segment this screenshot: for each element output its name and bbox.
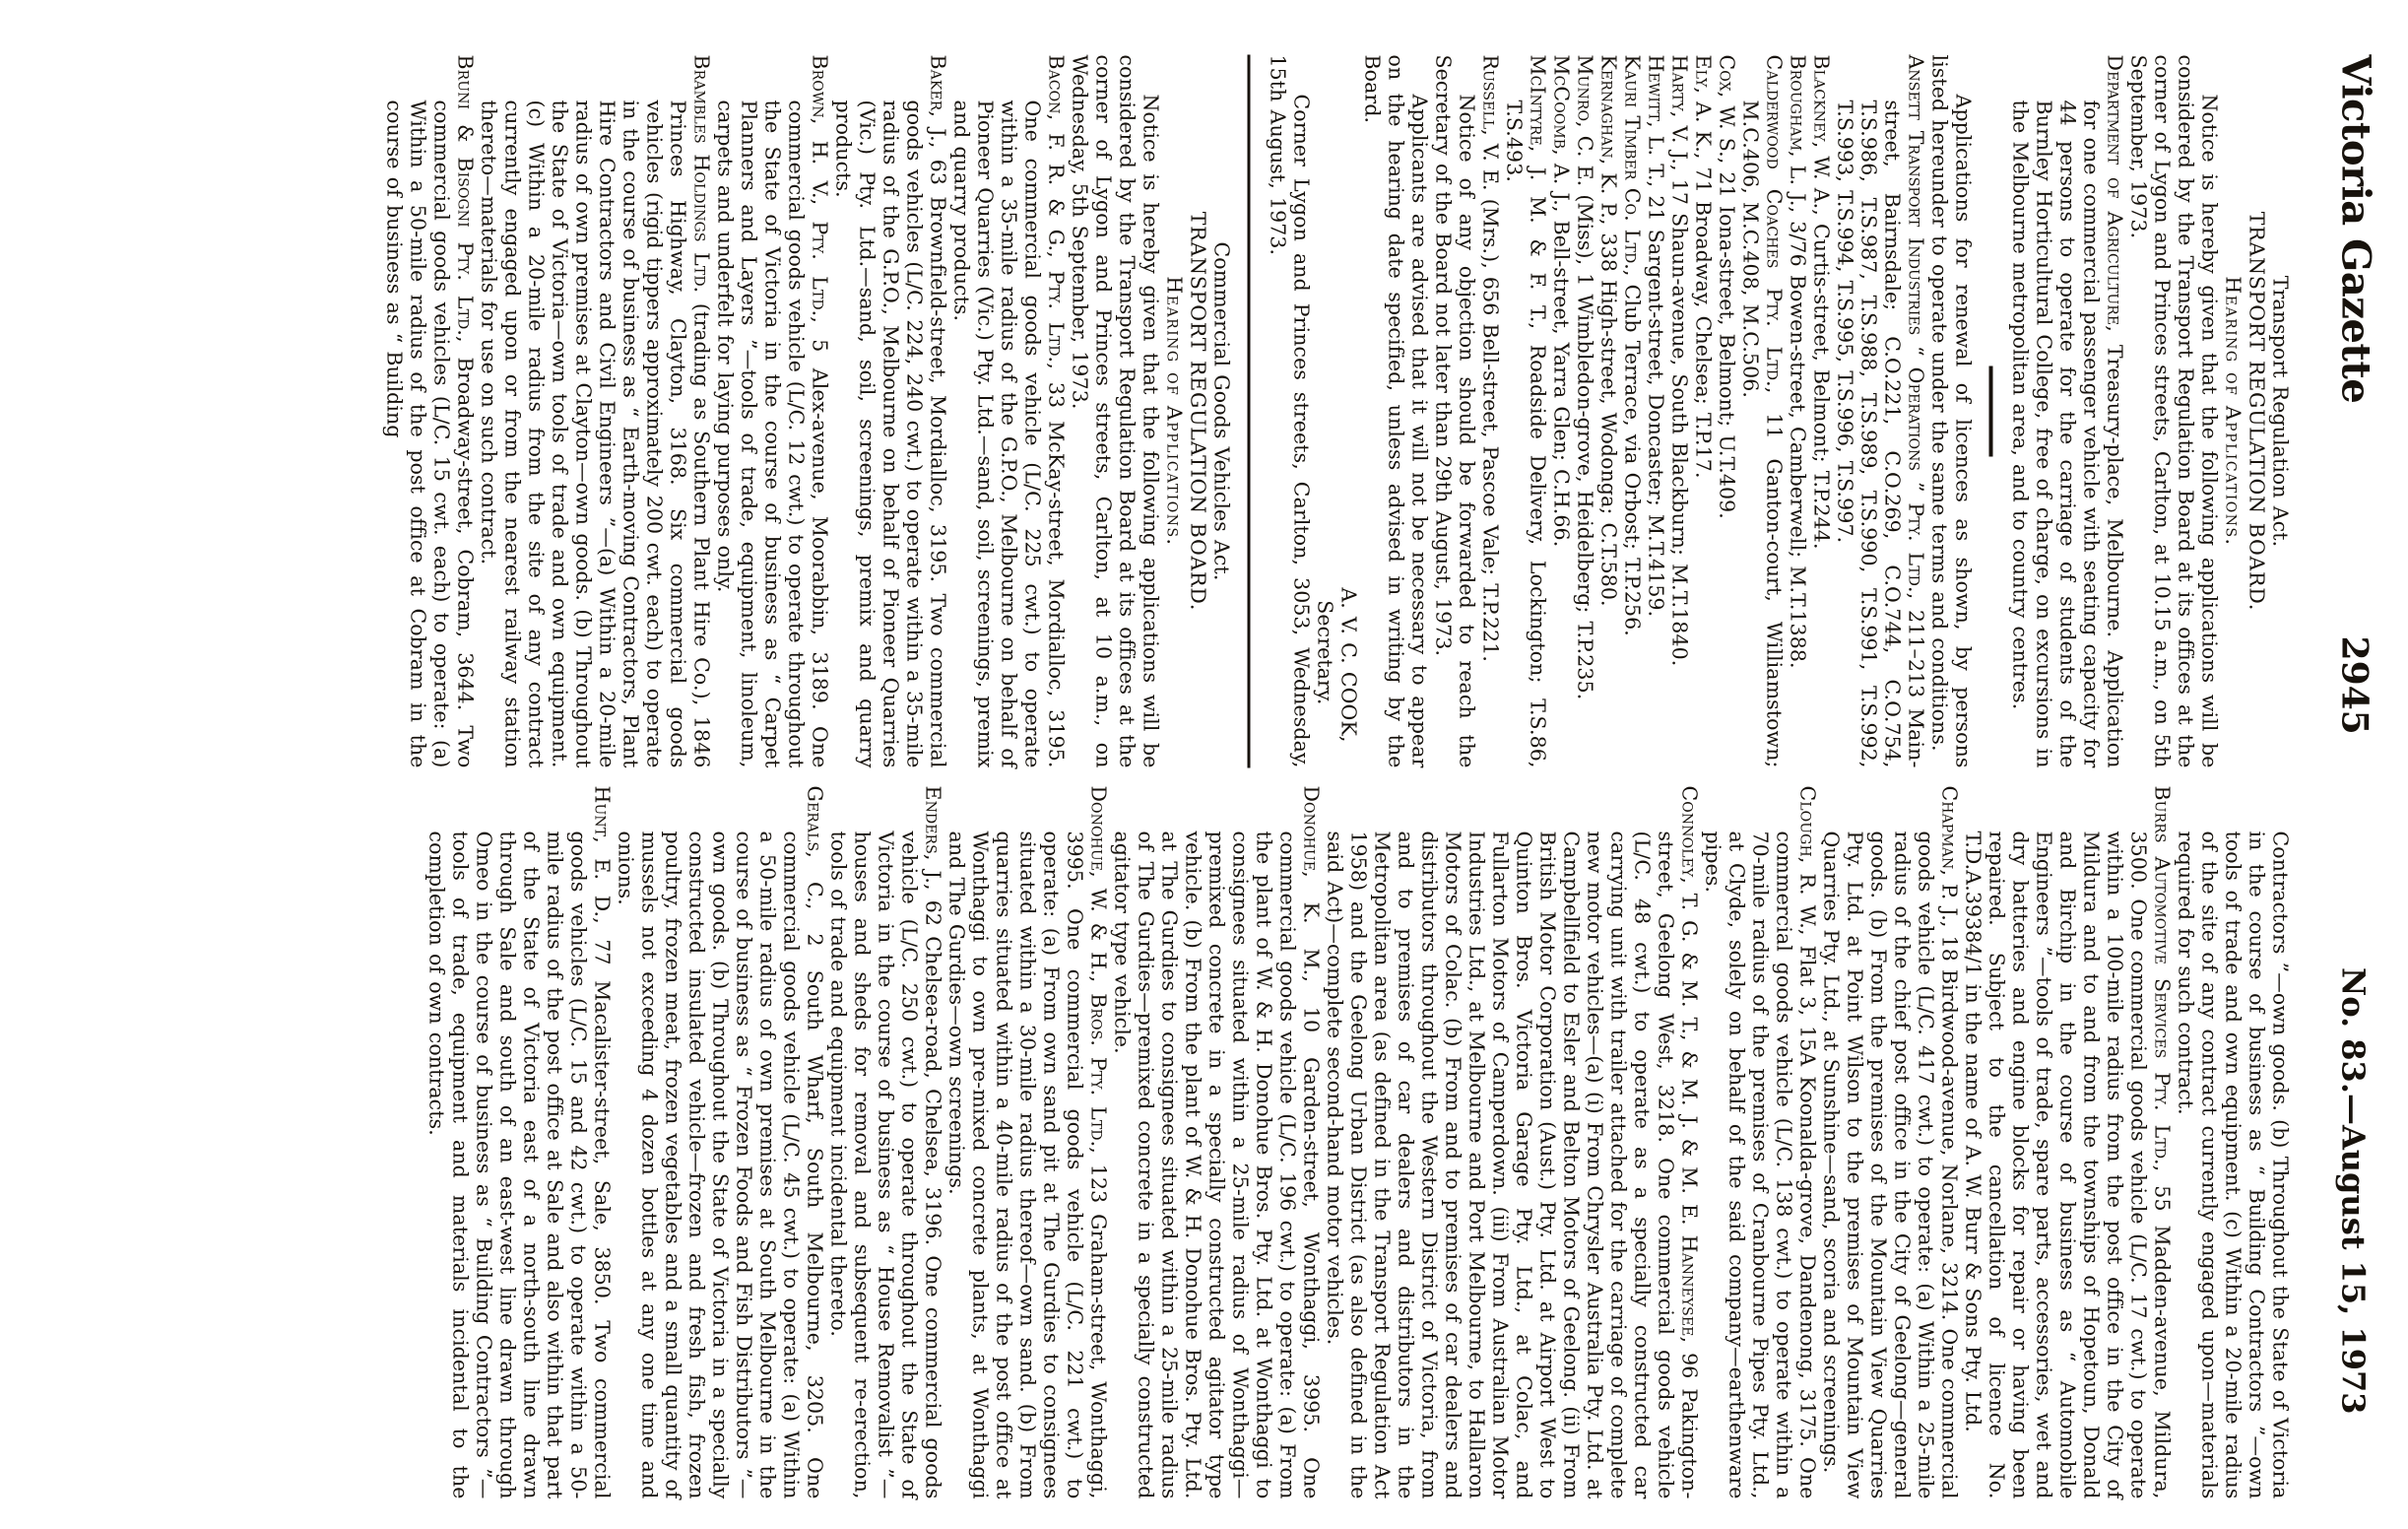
right-column [424, 785, 2292, 1498]
entry: Cox, W. S., 21 Iona-street, Belmont; U.T.409. [1715, 54, 1738, 519]
entry: Ansett Transport Industries “ Operations ” Pty. Ltd., 211–213 Main-street, Bairnsdale; C.O.221, C.O.269, C.O.744, C.O.754, T.S.986, T.S.987, T.S.988, T.S.989, T.S.990, T.S.991, T.S.992, T.S.993, T.S.994, T.S.995, T.S.996, T.S.997. [1833, 54, 1927, 767]
entry-name: Ely, A. K. [1691, 54, 1715, 153]
entry: Brougham, L. J., 3/76 Bowen-street, Camberwell; M.T.1388. [1786, 54, 1809, 669]
entry-name: Blackney, W. A. [1809, 54, 1833, 209]
renewal-entries [1478, 54, 1927, 767]
board-title-2: TRANSPORT REGULATION BOARD. [1186, 211, 1209, 611]
board-title: TRANSPORT REGULATION BOARD. [2245, 211, 2268, 611]
entry: Russell, V. E. (Mrs.), 656 Bell-street, Pascoe Vale; T.P.221. [1478, 54, 1502, 662]
entry: Contractors ”—own goods. (b) Throughout the State of Victoria in the course of business as “ Building Contractors ”—own tools of trade and own equipment. (c) Within a 20-mile radius of the site of any contract currently engaged upon—materials required for such contract. [2174, 831, 2292, 1498]
left-column [382, 54, 2292, 767]
notice-paragraph: Notice is hereby given that the following applications will be considered by the Transport Regulation Board at its offices at the corner of Lygon and Princes streets, Carlton, at 10.15 a.m., on 5th September, 1973. [2126, 54, 2221, 767]
entry: Burrs Automotive Services Pty. Ltd., 55 Madden-avenue, Mildura, 3500. One commercial goods vehicle (L/C. 17 cwt.) to operate within a 100-mile radius from the post office in the City of Mildura and to and from the townships of Hopetoun, Donald and Birchip in the course of business as “ Automobile Engineers ”—tools of trade, spare parts, accessories, wet and dry batteries and engine blocks for repair or having been repaired. Subject to the cancellation of licence No. T.D.A.39384/1 in the name of A. W. Burr & Sons Pty. Ltd. [1961, 785, 2174, 1498]
entry-name: Department of Agriculture [2103, 54, 2126, 325]
act-title-2: Commercial Goods Vehicles Act. [1209, 241, 1233, 580]
entry: Baker, J., 63 Brownfield-street, Mordialloc, 3195. Two commercial goods vehicles (L/C. 224, 240 cwt.) to operate within a 35-mile radius of the G.P.O., Melbourne on behalf of Pioneer Quarries (Vic.) Pty. Ltd.—sand, soil, screenings, premix and quarry products. [831, 54, 949, 767]
entry-text: , Treasury-place, Melbourne. Application for one commercial passenger vehicle with seating capacity for 44 persons to operate for the carriage of students of the Burnley Horticultural College, free of charge, on excursions in the Melbourne metropolitan area, and to country centres. [2008, 100, 2126, 767]
entry-name: Connoley, T. G. & M. T., & M. J. & M. E. Hanneysee [1677, 785, 1701, 1336]
entry: Bacon, F. R. & G., Pty. Ltd., 33 McKay-street, Mordialloc, 3195. One commercial goods vehicle (L/C. 225 cwt.) to operate within a 35-mile radius of the G.P.O., Melbourne on behalf of Pioneer Quarries (Vic.) Pty. Ltd.—sand, soil, screenings, premix and quarry products. [949, 54, 1068, 767]
entry-name: Burrs Automotive Services Pty. Ltd. [2150, 785, 2174, 1165]
address-paragraph: Corner Lygon and Princes streets, Carlton, 3053, Wednesday, 15th August, 1973. [1266, 54, 1313, 767]
entry-name: Donohue, K. M. [1299, 785, 1323, 975]
entry-name: Enders, J. [921, 785, 944, 884]
goods-entries-left [382, 54, 1068, 767]
entry-name: McCoomb, A. J. [1549, 54, 1573, 206]
entry-name: Brambles Holdings Ltd. [689, 54, 713, 293]
entry: Kernaghan, K. P., 338 High-street, Wodonga; C.T.580. [1596, 54, 1620, 607]
entry-name: Harty, V. J. [1667, 54, 1691, 165]
gazette-title: Victoria Gazette [2332, 54, 2378, 403]
entry-name: Hewitt, L. T. [1644, 54, 1667, 181]
entry: Chapman, P. J., 18 Birdwood-avenue, Norlane, 3214. One commercial goods vehicle (L/C. 417 cwt.) to operate: (a) Within a 25-mile radius of the chief post office in the City of Geelong—general goods. (b) From the premises of the Mountain View Quarries Pty. Ltd. at Point Wilson to the premises of Mountain View Quarries Pty. Ltd., at Sunshine—sand, scoria and screenings. [1819, 785, 1961, 1498]
issue-date: No. 83.—August 15, 1973 [2334, 966, 2372, 1414]
entry-name: Clough, R. W. [1795, 785, 1819, 929]
entry-name: Baker, J. [926, 54, 949, 142]
entry: Hunt, E. D., 77 Macalister-street, Sale, 3850. Two commercial goods vehicles (L/C. 15 and 42 cwt.) to operate within a 50-mile radius of the post office at Sale and also within that part of the State of Victoria east of a north-south line drawn through Sale and south of an east-west line drawn through Omeo in the course of business as “ Building Contractors ”—tools of trade, equipment and materials incidental to the completion of own contracts. [424, 785, 614, 1498]
entry: Donohue, W. & H., Bros. Pty. Ltd., 123 Graham-street, Wonthaggi, 3995. One commercial goods vehicle (L/C. 221 cwt.) to operate: (a) From own sand pit at The Gurdies to consignees situated within a 30-mile radius thereof—own sand. (b) From quarries situated within a 40-mile radius of the post office at Wonthaggi to own pre-mixed concrete plants, at Wonthaggi and The Gurdies—own screenings. [944, 785, 1110, 1499]
entry: Clough, R. W., Flat 3, 15A Koonalda-grove, Dandenong, 3175. One commercial goods vehicle (L/C. 138 cwt.) to operate within a 70-mile radius of the premises of Cranbourne Pipes Pty. Ltd., at Clyde, solely on behalf of the said company—earthenware pipes. [1701, 785, 1819, 1498]
entry: Munro, C. E. (Miss), 1 Wimbledon-grove, Heidelberg; T.P.235. [1573, 54, 1596, 699]
section-divider-rule [1247, 54, 1250, 767]
entry: Connoley, T. G. & M. T., & M. J. & M. E. Hanneysee, 96 Pakington-street, Geelong West, 3218. One commercial goods vehicle (L/C. 48 cwt.) to operate as a specially constructed car carrying unit with trailer attached for the carriage of complete new motor vehicles—(a) (i) From Chrysler Australia Pty. Ltd. at Campbellfield to Esler and Belton Motors of Geelong. (ii) From British Motor Corporation (Aust.) Pty. Ltd. at Airport West to Quinton Bros. Victoria Garage Pty. Ltd., at Colac, and Fullarton Motors of Camperdown. (iii) From Australian Motor Industries Ltd., at Melbourne and Port Melbourne, to Hallaron Motors of Colac. (b) From and to premises of car dealers and distributors throughout the Western District of Victoria, from and to premises of car dealers and distributors in the Metropolitan area (as defined in the Transport Regulation Act 1958) and the Geelong Urban District (as also defined in the said Act)—complete second-hand motor vehicles. [1323, 785, 1701, 1498]
entry: McIntyre, J. M. & F. T., Roadside Delivery, Lockington; T.S.86, T.S.493. [1502, 54, 1549, 767]
entry: Blackney, W. A., Curtis-street, Belmont; T.P.244. [1809, 54, 1833, 550]
entry: Brambles Holdings Ltd. (trading as Southern Plant Hire Co.), 1846 Princes Highway, Clayton, 3168. Six commercial goods vehicles (rigid tippers approximately 200 cwt. each) to operate in the course of business as “ Earth-moving Contractors, Plant Hire Contractors and Civil Engineers ”—(a) Within a 20-mile radius of own premises at Clayton—own goods. (b) Throughout the State of Victoria—own tools of trade and own equipment. (c) Within a 20-mile radius from the site of any contract currently engaged upon or from the nearest railway station thereto—materials for use on such contract. [477, 54, 713, 767]
act-title: Transport Regulation Act. [2268, 275, 2292, 547]
entry: McCoomb, A. J., Bell-street, Yarra Glen; C.H.66. [1549, 54, 1573, 547]
entry-name: Bruni & Bisogni Pty. Ltd. [453, 54, 477, 336]
applicants-paragraph: Applicants are advised that it will not be necessary to appear on the hearing date specified, unless advised in writing by the Board. [1360, 54, 1431, 767]
section-rule [1988, 366, 1992, 456]
entry: Enders, J., 62 Chelsea-road, Chelsea, 3196. One commercial goods vehicle (L/C. 250 cwt.) to operate throughout the State of Victoria in the course of business as “ House Removalist ”—houses and sheds for removal and subsequent re-erection, tools of trade and equipment incidental thereto. [826, 785, 944, 1498]
page-number: 2945 [2333, 635, 2375, 735]
entry: Kauri Timber Co. Ltd., Club Terrace, via Orbost; T.P.256. [1620, 54, 1644, 636]
entry: Bruni & Bisogni Pty. Ltd., Broadway-street, Cobram, 3644. Two commercial goods vehicles (L/C. 15 cwt. each) to operate: (a) Within a 50-mile radius of the post office at Cobram in the course of business as “ Building [382, 54, 477, 767]
department-entry [2008, 54, 2126, 767]
entry: Harty, V. J., 17 Shaun-avenue, South Blackburn; M.T.1840. [1667, 54, 1691, 666]
goods-entries-right [424, 785, 2292, 1498]
entry: Ely, A. K., 71 Broadway, Chelsea; T.P.17. [1691, 54, 1715, 479]
entry-name: Russell, V. E. [1478, 54, 1502, 191]
entry-name: Bacon, F. R. & G., Pty. Ltd. [1044, 54, 1068, 363]
signature-role: Secretary. [1313, 599, 1336, 704]
objection-paragraph: Notice of any objection should be forwarded to reach the Secretary of the Board not later than 29th August, 1973. [1431, 54, 1478, 767]
entry-name: Kernaghan, K. P. [1596, 54, 1620, 219]
entry-name: Ansett Transport Industries “ Operations ” Pty. Ltd. [1904, 54, 1927, 593]
entry-name: Calderwood Coaches Pty. Ltd. [1762, 54, 1786, 387]
entry-name: Brown, H. V., Pty. Ltd. [808, 54, 831, 316]
entry-name: Kauri Timber Co. Ltd. [1620, 54, 1644, 270]
entry-name: Munro, C. E. [1573, 54, 1596, 186]
masthead [2332, 54, 2378, 1414]
entry: Calderwood Coaches Pty. Ltd., 11 Ganton-court, Williamstown; M.C.406, M.C.408, M.C.506. [1738, 54, 1786, 768]
entry-name: Hunt, E. D. [590, 785, 614, 917]
hearing-title: Hearing of Applications. [2221, 275, 2245, 547]
entry-name: Chapman, P. J. [1937, 785, 1961, 921]
hearing-title-2: Hearing of Applications. [1162, 275, 1186, 547]
entry-name: Gerals, C. [803, 785, 826, 903]
renewal-paragraph: Applications for renewal of licences as shown, by persons listed hereunder to operate under the same terms and conditions. [1927, 54, 1975, 767]
entry-name: Donohue, W. & H., Bros. Pty. Ltd. [1086, 785, 1110, 1147]
signature-name: A. V. C. COOK, [1336, 586, 1360, 742]
entry: Gerals, C., 2 South Wharf, South Melbourne, 3205. One commercial goods vehicle (L/C. 45 cwt.) to operate: (a) Within a 50-mile radius of own premises at South Melbourne in the course of business as “ Frozen Foods and Fish Distributors ”—own goods. (b) Throughout the State of Victoria in a specially constructed insulated vehicle—frozen and fresh fish, frozen poultry, frozen meat, frozen vegetables and a small quantity of mussels not exceeding 4 dozen bottles at any one time and onions. [614, 785, 826, 1499]
entry-name: Brougham, L. J. [1786, 54, 1809, 207]
entry: Donohue, K. M., 10 Garden-street, Wonthaggi, 3995. One commercial goods vehicle (L/C. 196 cwt.) to operate: (a) From the plant of W. & H. Donohue Bros. Pty. Ltd. at Wonthaggi to consignees situated within a 25-mile radius of Wonthaggi—premixed concrete in a specially constructed agitator type vehicle. (b) From the plant of W. & H. Donohue Bros. Pty. Ltd. at The Gurdies to consignees situated within a 25-mile radius of The Gurdies—premixed concrete in a specially constructed agitator type vehicle. [1110, 785, 1323, 1499]
notice-paragraph-2: Notice is hereby given that the following applications will be considered by the Transport Regulation Board at its offices at the corner of Lygon and Princes streets, Carlton, at 10 a.m., on Wednesday, 5th September, 1973. [1068, 54, 1162, 767]
entry: Brown, H. V., Pty. Ltd., 5 Alex-avenue, Moorabbin, 3189. One commercial goods vehicle (L/C. 12 cwt.) to operate throughout the State of Victoria in the course of business as “ Carpet Planners and Layers ”—tools of trade, equipment, linoleum, carpets and underfelt for laying purposes only. [713, 54, 831, 767]
entry-name: McIntyre, J. M. & F. T. [1526, 54, 1549, 322]
entry: Hewitt, L. T., 21 Sargent-street, Doncaster; M.T.4159. [1644, 54, 1667, 617]
entry-name: Cox, W. S. [1715, 54, 1738, 158]
